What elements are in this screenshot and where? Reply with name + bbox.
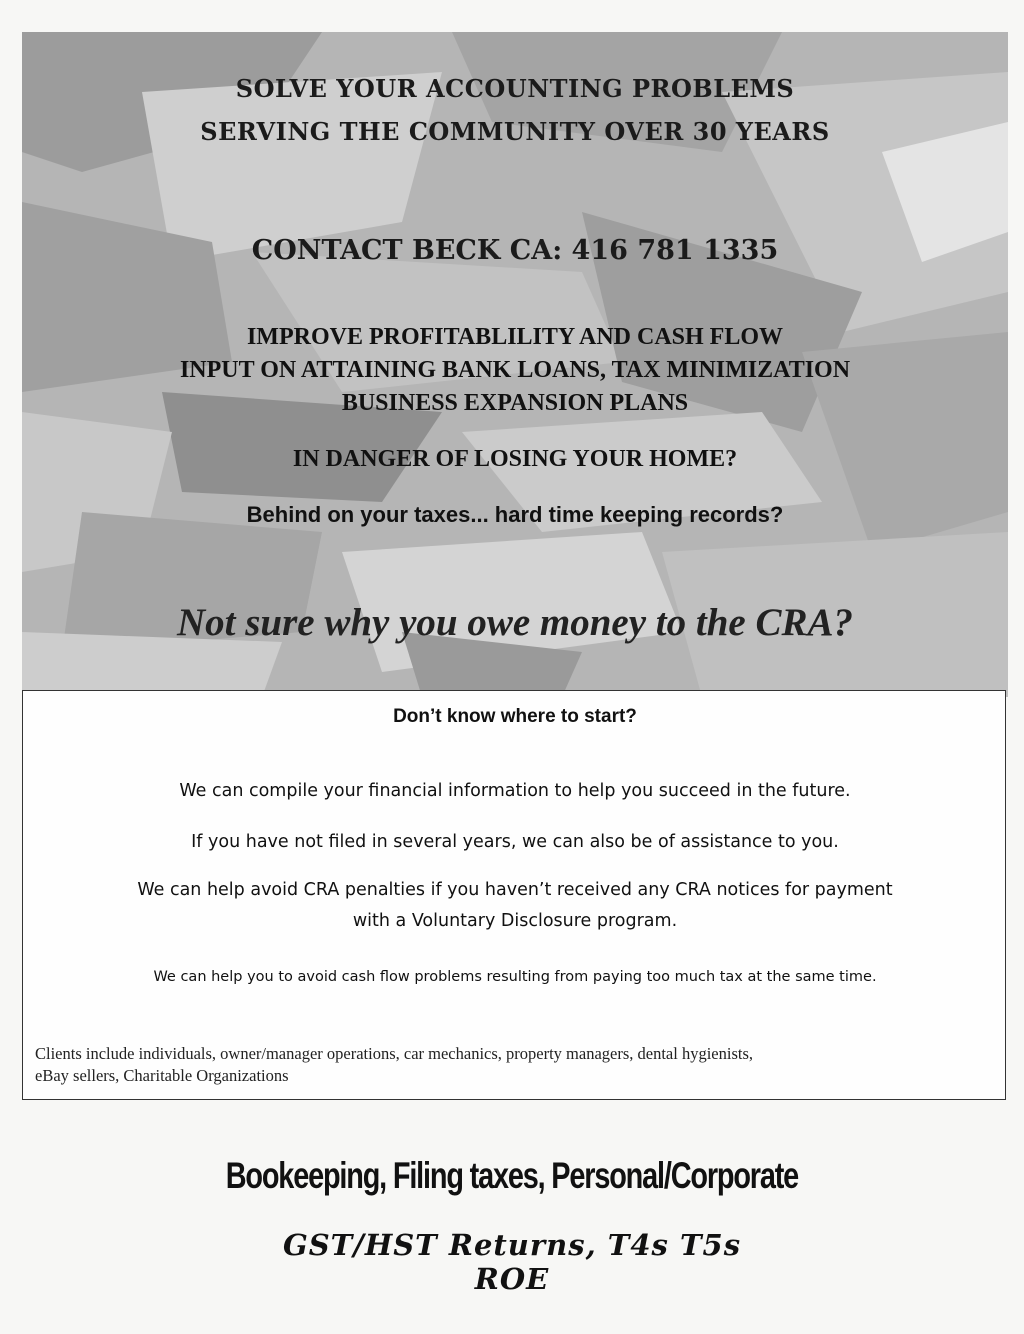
services-slogan: Bookeeping, Filing taxes, Personal/Corporate bbox=[225, 1155, 799, 1196]
cra-question: Not sure why you owe money to the CRA? bbox=[176, 601, 854, 644]
headline-solve: SOLVE YOUR ACCOUNTING PROBLEMS bbox=[235, 74, 795, 103]
clients-list bbox=[35, 1043, 995, 1087]
service-bank-loans: INPUT ON ATTAINING BANK LOANS, TAX MINIMIZATION bbox=[179, 357, 851, 383]
service-profitability: IMPROVE PROFITABLILITY AND CASH FLOW bbox=[246, 324, 784, 350]
services-slogan-wrap bbox=[0, 1155, 1024, 1197]
clients-line-1: Clients include individuals, owner/manager operations, car mechanics, property managers, dental hygienists, bbox=[35, 1044, 753, 1063]
box-penalties-text-1: We can help avoid CRA penalties if you haven’t received any CRA notices for payment bbox=[137, 880, 893, 900]
box-compile-text: We can compile your financial information to help you succeed in the future. bbox=[179, 781, 851, 801]
service-expansion: BUSINESS EXPANSION PLANS bbox=[341, 390, 689, 416]
box-heading: Don’t know where to start? bbox=[393, 706, 637, 727]
returns-slogan: GST/HST Returns, T4s T5s bbox=[282, 1228, 742, 1262]
box-cash-flow-text: We can help you to avoid cash flow problems resulting from paying too much tax at the same time. bbox=[153, 969, 877, 985]
behind-taxes-question: Behind on your taxes... hard time keeping records? bbox=[246, 502, 784, 527]
info-box bbox=[22, 690, 1006, 1100]
hero-panel bbox=[22, 32, 1008, 697]
headline-serving: SERVING THE COMMUNITY OVER 30 YEARS bbox=[200, 117, 830, 146]
danger-home-question: IN DANGER OF LOSING YOUR HOME? bbox=[292, 446, 738, 472]
contact-phone: CONTACT BECK CA: 416 781 1335 bbox=[251, 235, 779, 266]
box-penalties-text-2: with a Voluntary Disclosure program. bbox=[352, 911, 678, 931]
clients-line-2: eBay sellers, Charitable Organizations bbox=[35, 1066, 289, 1085]
roe-slogan: ROE bbox=[474, 1262, 550, 1296]
box-not-filed-text: If you have not filed in several years, we can also be of assistance to you. bbox=[191, 832, 839, 852]
